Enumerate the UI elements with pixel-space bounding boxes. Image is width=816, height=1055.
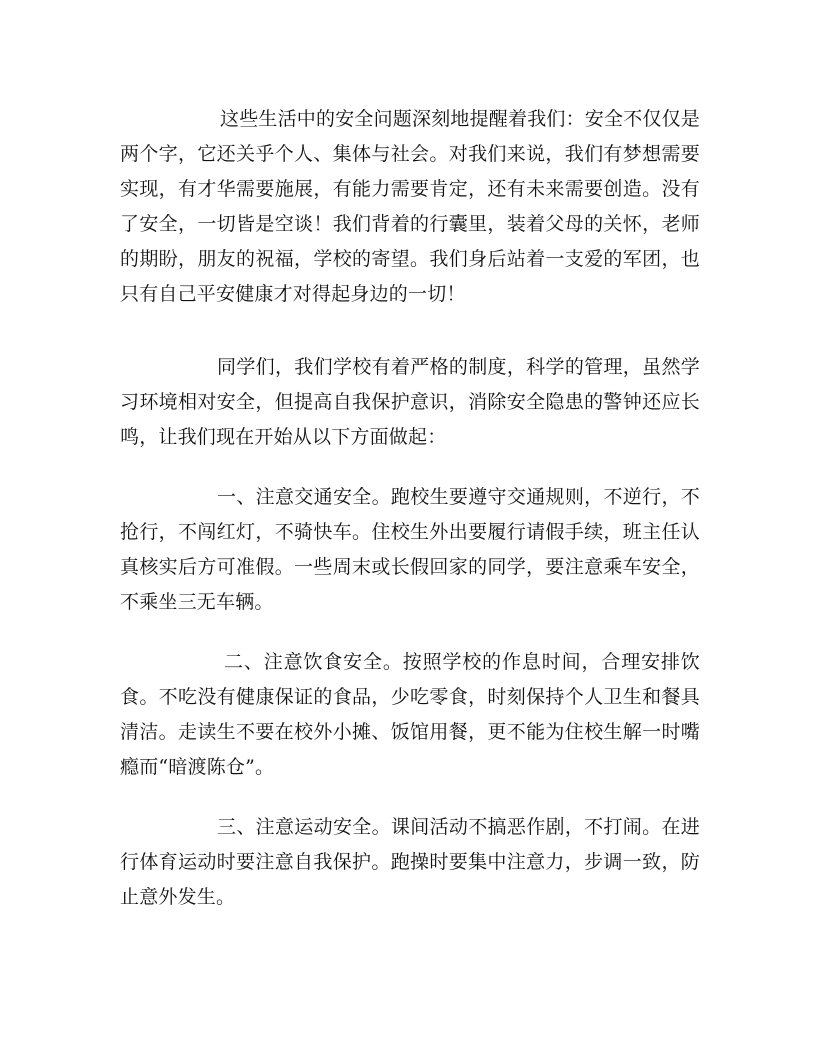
paragraph-food-safety: 二、注意饮食安全。按照学校的作息时间，合理安排饮食。不吃没有健康保证的食品，少吃零食，时刻保持个人卫生和餐具清洁。走读生不要在校外小摊、饭馆用餐，更不能为住校生解一时嘴瘾而“暗渡陈仓”。: [120, 651, 700, 778]
paragraph-sports-safety: 三、注意运动安全。课间活动不搞恶作剧，不打闹。在进行体育运动时要注意自我保护。跑操时要集中注意力，步调一致，防止意外发生。: [120, 816, 700, 908]
paragraph-traffic-safety: 一、注意交通安全。跑校生要遵守交通规则，不逆行，不抢行，不闯红灯，不骑快车。住校生外出要履行请假手续，班主任认真核实后方可准假。一些周末或长假回家的同学，要注意乘车安全，不乘坐三无车辆。: [120, 486, 700, 613]
paragraph-school-system: 同学们，我们学校有着严格的制度，科学的管理，虽然学习环境相对安全，但提高自我保护意识，消除安全隐患的警钟还应长鸣，让我们现在开始从以下方面做起：: [120, 356, 700, 448]
paragraph-safety-reflection: 这些生活中的安全问题深刻地提醒着我们：安全不仅仅是两个字，它还关乎个人、集体与社会。对我们来说，我们有梦想需要实现，有才华需要施展，有能力需要肯定，还有未来需要创造。没有了安全，一切皆是空谈！我们背着的行囊里，装着父母的关怀，老师的期盼，朋友的祝福，学校的寄望。我们身后站着一支爱的军团，也只有自己平安健康才对得起身边的一切！: [120, 108, 701, 305]
